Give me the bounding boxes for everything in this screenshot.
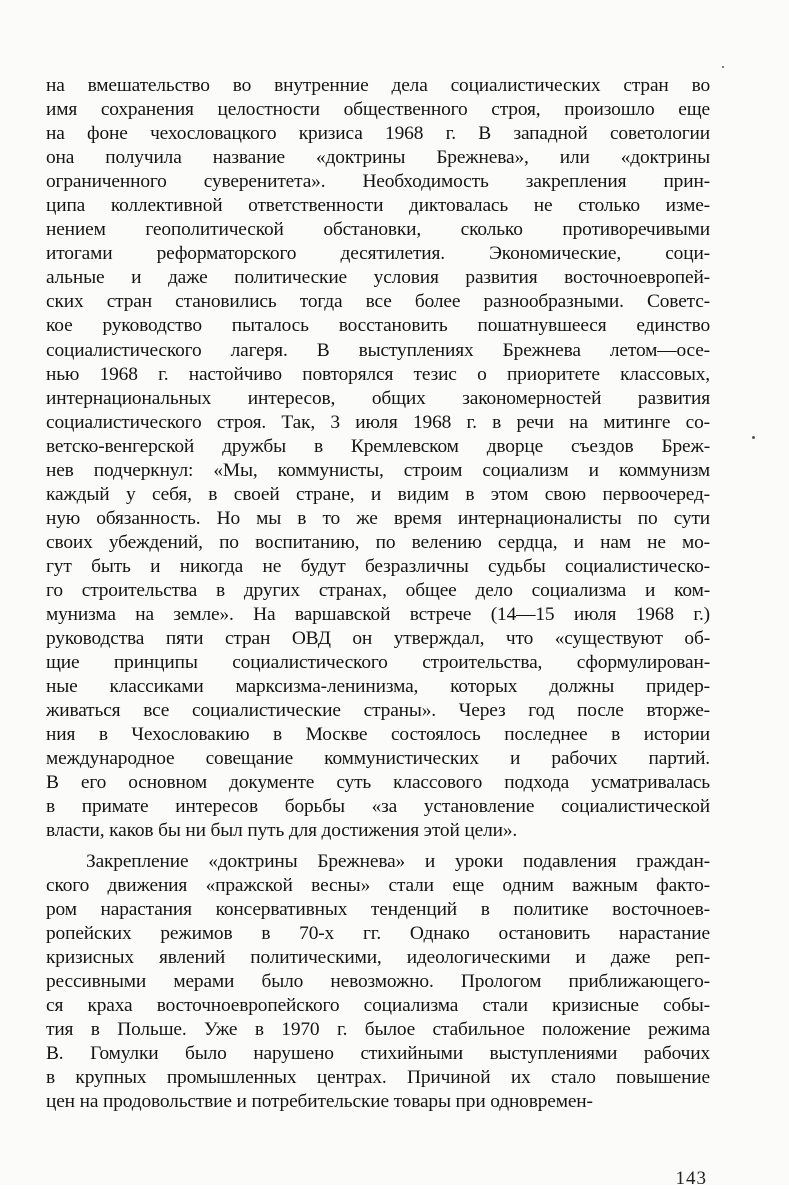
body-text [46,74,710,1114]
text-line: ограниченного суверенитета». Необходимость закрепления прин- [46,171,710,193]
text-line: ные классиками марксизма-ленинизма, которых должны придер- [46,676,710,698]
print-speck [722,66,724,68]
text-line: своих убеждений, по воспитанию, по велению сердца, и нам не мо- [46,531,710,553]
text-line: международное совещание коммунистических и рабочих партий. [46,748,710,770]
text-line: ветско-венгерской дружбы в Кремлевском дворце съездов Бреж- [46,435,710,457]
text-line: го строительства в других странах, общее дело социализма и ком- [46,579,710,601]
text-line: Закрепление «доктрины Брежнева» и уроки подавления граждан- [86,850,710,872]
text-line: ципа коллективной ответственности диктовалась не столько изме- [46,195,710,217]
text-line: ния в Чехословакию в Москве состоялось последнее в истории [46,724,710,746]
text-line: гут быть и никогда не будут безразличны судьбы социалистическо- [46,555,710,577]
text-line: нением геополитической обстановки, сколько противоречивыми [46,219,710,241]
paragraph [46,74,710,844]
text-line: нью 1968 г. настойчиво повторялся тезис о приоритете классовых, [46,363,710,385]
text-line: кое руководство пыталось восстановить пошатнувшееся единство [46,315,710,337]
text-line: социалистического строя. Так, 3 июля 1968 г. в речи на митинге со- [46,411,710,433]
text-line: тия в Польше. Уже в 1970 г. былое стабильное положение режима [46,1018,710,1040]
text-line: живаться все социалистические страны». Через год после вторже- [46,700,710,722]
text-line: ную обязанность. Но мы в то же время интернационалисты по сути [46,507,710,529]
page-number: 143 [675,1168,707,1189]
text-line: имя сохранения целостности общественного строя, произошло еще [46,99,710,121]
text-line: ских стран становились тогда все более разнообразными. Советс- [46,291,710,313]
text-line: альные и даже политические условия развития восточноевропей- [46,267,710,289]
text-line: итогами реформаторского десятилетия. Экономические, соци- [46,243,710,265]
print-speck [752,436,755,439]
text-line: В его основном документе суть классового подхода усматривалась [46,772,710,794]
text-line: каждый у себя, в своей стране, и видим в этом свою первоочеред- [46,483,710,505]
text-line: социалистического лагеря. В выступлениях Брежнева летом—осе- [46,339,710,361]
paragraph [46,850,710,1115]
text-line: щие принципы социалистического строительства, сформулирован- [46,652,710,674]
text-line: ся краха восточноевропейского социализма стали кризисные собы- [46,994,710,1016]
text-line: цен на продовольствие и потребительские товары при одновремен- [46,1090,593,1112]
text-line: кризисных явлений политическими, идеологическими и даже реп- [46,946,710,968]
text-line: ского движения «пражской весны» стали еще одним важным факто- [46,874,710,896]
text-line: рессивными мерами было невозможно. Прологом приближающего- [46,970,710,992]
text-line: на фоне чехословацкого кризиса 1968 г. В западной советологии [46,123,710,145]
text-line: власти, каков бы ни был путь для достижения этой цели». [46,820,518,842]
text-line: в крупных промышленных центрах. Причиной их стало повышение [46,1066,710,1088]
text-line: она получила название «доктрины Брежнева», или «доктрины [46,147,710,169]
text-line: мунизма на земле». На варшавской встрече (14—15 июля 1968 г.) [46,604,710,626]
text-line: В. Гомулки было нарушено стихийными выступлениями рабочих [46,1042,710,1064]
text-line: ром нарастания консервативных тенденций в политике восточноев- [46,898,710,920]
text-line: в примате интересов борьбы «за установление социалистической [46,796,710,818]
text-line: на вмешательство во внутренние дела социалистических стран во [46,75,710,96]
text-line: нев подчеркнул: «Мы, коммунисты, строим социализм и коммунизм [46,459,710,481]
text-line: интернациональных интересов, общих закономерностей развития [46,387,710,409]
text-line: ропейских режимов в 70-х гг. Однако остановить нарастание [46,922,710,944]
text-line: руководства пяти стран ОВД он утверждал, что «существуют об- [46,628,710,650]
